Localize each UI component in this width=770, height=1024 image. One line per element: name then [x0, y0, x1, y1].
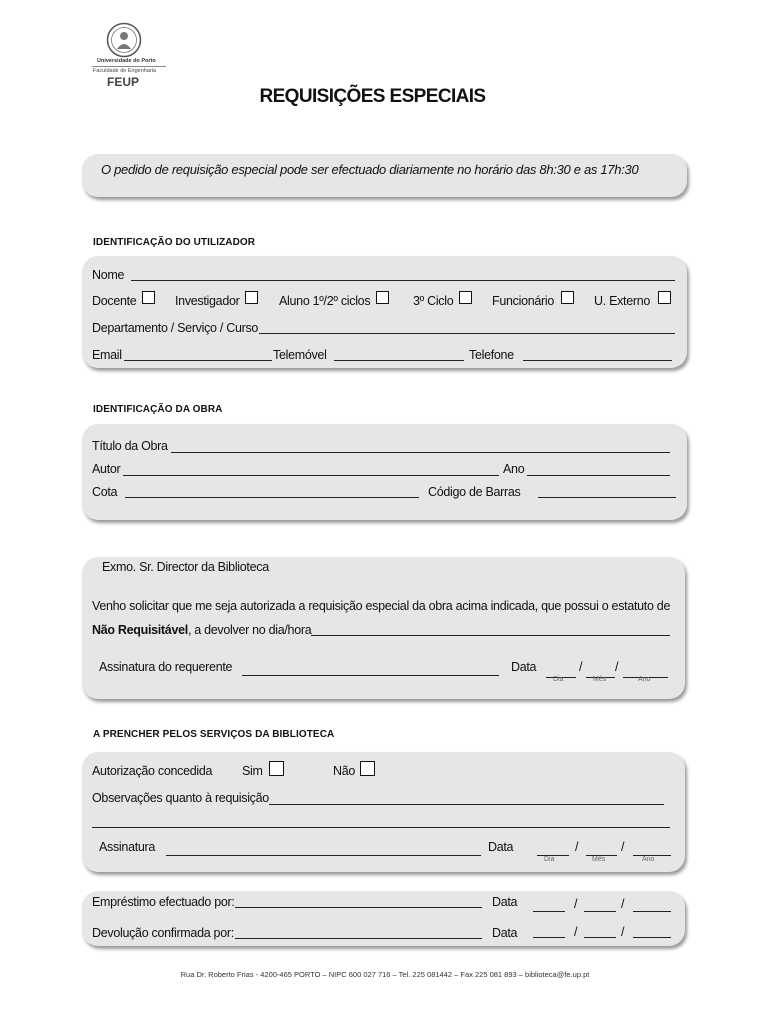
seal-icon [106, 22, 142, 58]
date-separator: / [621, 897, 625, 911]
observations-label: Observações quanto à requisição [92, 791, 269, 805]
university-logo [92, 22, 172, 92]
checkbox-docente[interactable] [142, 291, 155, 304]
loan-year-field[interactable] [633, 911, 671, 912]
observations-field-line2[interactable] [92, 827, 670, 828]
day-caption: Dia [553, 676, 564, 683]
user-box [82, 256, 687, 368]
barcode-field[interactable] [538, 497, 676, 498]
barcode-label: Código de Barras [428, 485, 521, 499]
loan-month-field[interactable] [584, 911, 616, 912]
return-by-field[interactable] [235, 938, 482, 939]
not-lendable-status: Não Requisitável [92, 623, 188, 637]
return-year-field[interactable] [633, 937, 671, 938]
mobile-field[interactable] [334, 360, 464, 361]
page-title: REQUISIÇÕES ESPECIAIS [259, 86, 486, 107]
library-signature-field[interactable] [166, 855, 481, 856]
notice-text: O pedido de requisição especial pode ser efectuado diariamente no horário das 8h:30 e as 17h:30 [101, 162, 639, 177]
work-title-label: Título da Obra [92, 439, 168, 453]
authorization-label: Autorização concedida [92, 764, 213, 778]
request-body-line2 [92, 623, 311, 637]
faculty-acronym: FEUP [107, 75, 140, 89]
library-signature-label: Assinatura [99, 840, 156, 854]
checkbox-yes[interactable] [269, 761, 284, 776]
checkbox-no[interactable] [360, 761, 375, 776]
category-u-externo: U. Externo [594, 294, 651, 308]
return-day-field[interactable] [533, 937, 565, 938]
observations-field[interactable] [269, 804, 664, 805]
checkbox-aluno[interactable] [376, 291, 389, 304]
checkbox-3-ciclo[interactable] [459, 291, 472, 304]
logo-divider [92, 66, 166, 67]
date-separator: / [621, 840, 625, 854]
phone-field[interactable] [523, 360, 672, 361]
work-title-field[interactable] [171, 452, 670, 453]
request-body-line1: Venho solicitar que me seja autorizada a requisição especial da obra acima indicada, que possui o estatuto de [92, 599, 671, 613]
author-label: Autor [92, 462, 121, 476]
return-date-field[interactable] [311, 635, 670, 636]
email-field[interactable] [124, 360, 272, 361]
category-funcionario: Funcionário [492, 294, 555, 308]
checkbox-u-externo[interactable] [658, 291, 671, 304]
date-separator: / [574, 897, 578, 911]
department-field[interactable] [259, 333, 675, 334]
department-label: Departamento / Serviço / Curso [92, 321, 259, 335]
date-separator: / [575, 840, 579, 854]
return-month-field[interactable] [584, 937, 616, 938]
loan-date-label: Data [492, 895, 518, 909]
requester-signature-label: Assinatura do requerente [99, 660, 233, 674]
loan-by-field[interactable] [235, 907, 482, 908]
requester-signature-field[interactable] [242, 675, 499, 676]
loan-day-field[interactable] [533, 911, 565, 912]
category-aluno: Aluno 1º/2º ciclos [279, 294, 371, 308]
checkbox-funcionario[interactable] [561, 291, 574, 304]
return-label: Devolução confirmada por: [92, 926, 234, 940]
phone-label: Telefone [469, 348, 514, 362]
category-docente: Docente [92, 294, 137, 308]
footer-address: Rua Dr. Roberto Frias - 4200-465 PORTO – NIPC 600 027 716 – Tel. 225 081442 – Fax 225 081 893 – biblioteca@fe.up.pt [180, 970, 590, 979]
date-separator: / [621, 925, 625, 939]
section-heading-library: A PRENCHER PELOS SERVIÇOS DA BIBLIOTECA [93, 729, 335, 740]
checkbox-investigador[interactable] [245, 291, 258, 304]
date-separator: / [574, 925, 578, 939]
salutation: Exmo. Sr. Director da Biblioteca [102, 560, 269, 574]
call-number-field[interactable] [125, 497, 419, 498]
return-date-label: , a devolver no dia/hora [187, 623, 312, 637]
call-number-label: Cota [92, 485, 118, 499]
name-field[interactable] [131, 280, 675, 281]
author-field[interactable] [123, 475, 499, 476]
email-label: Email [92, 348, 122, 362]
month-caption: Mês [593, 676, 607, 683]
yes-label: Sim [242, 764, 263, 778]
no-label: Não [333, 764, 356, 778]
date-separator: / [615, 660, 619, 674]
date-separator: / [579, 660, 583, 674]
year-caption: Ano [642, 856, 655, 863]
section-heading-work: IDENTIFICAÇÃO DA OBRA [93, 404, 223, 415]
university-name: Universidade do Porto [97, 58, 156, 64]
request-date-label: Data [511, 660, 537, 674]
mobile-label: Telemóvel [273, 348, 327, 362]
day-caption: Dia [544, 856, 555, 863]
year-caption: Ano [638, 676, 651, 683]
library-date-label: Data [488, 840, 514, 854]
return-date-label: Data [492, 926, 518, 940]
section-heading-user: IDENTIFICAÇÃO DO UTILIZADOR [93, 237, 256, 248]
month-caption: Mês [592, 856, 606, 863]
category-3-ciclo: 3º Ciclo [413, 294, 454, 308]
category-investigador: Investigador [175, 294, 240, 308]
faculty-name: Faculdade de Engenharia [93, 68, 156, 74]
work-box [82, 424, 687, 520]
year-field[interactable] [527, 475, 670, 476]
year-label: Ano [503, 462, 525, 476]
loan-label: Empréstimo efectuado por: [92, 895, 235, 909]
name-label: Nome [92, 268, 125, 282]
